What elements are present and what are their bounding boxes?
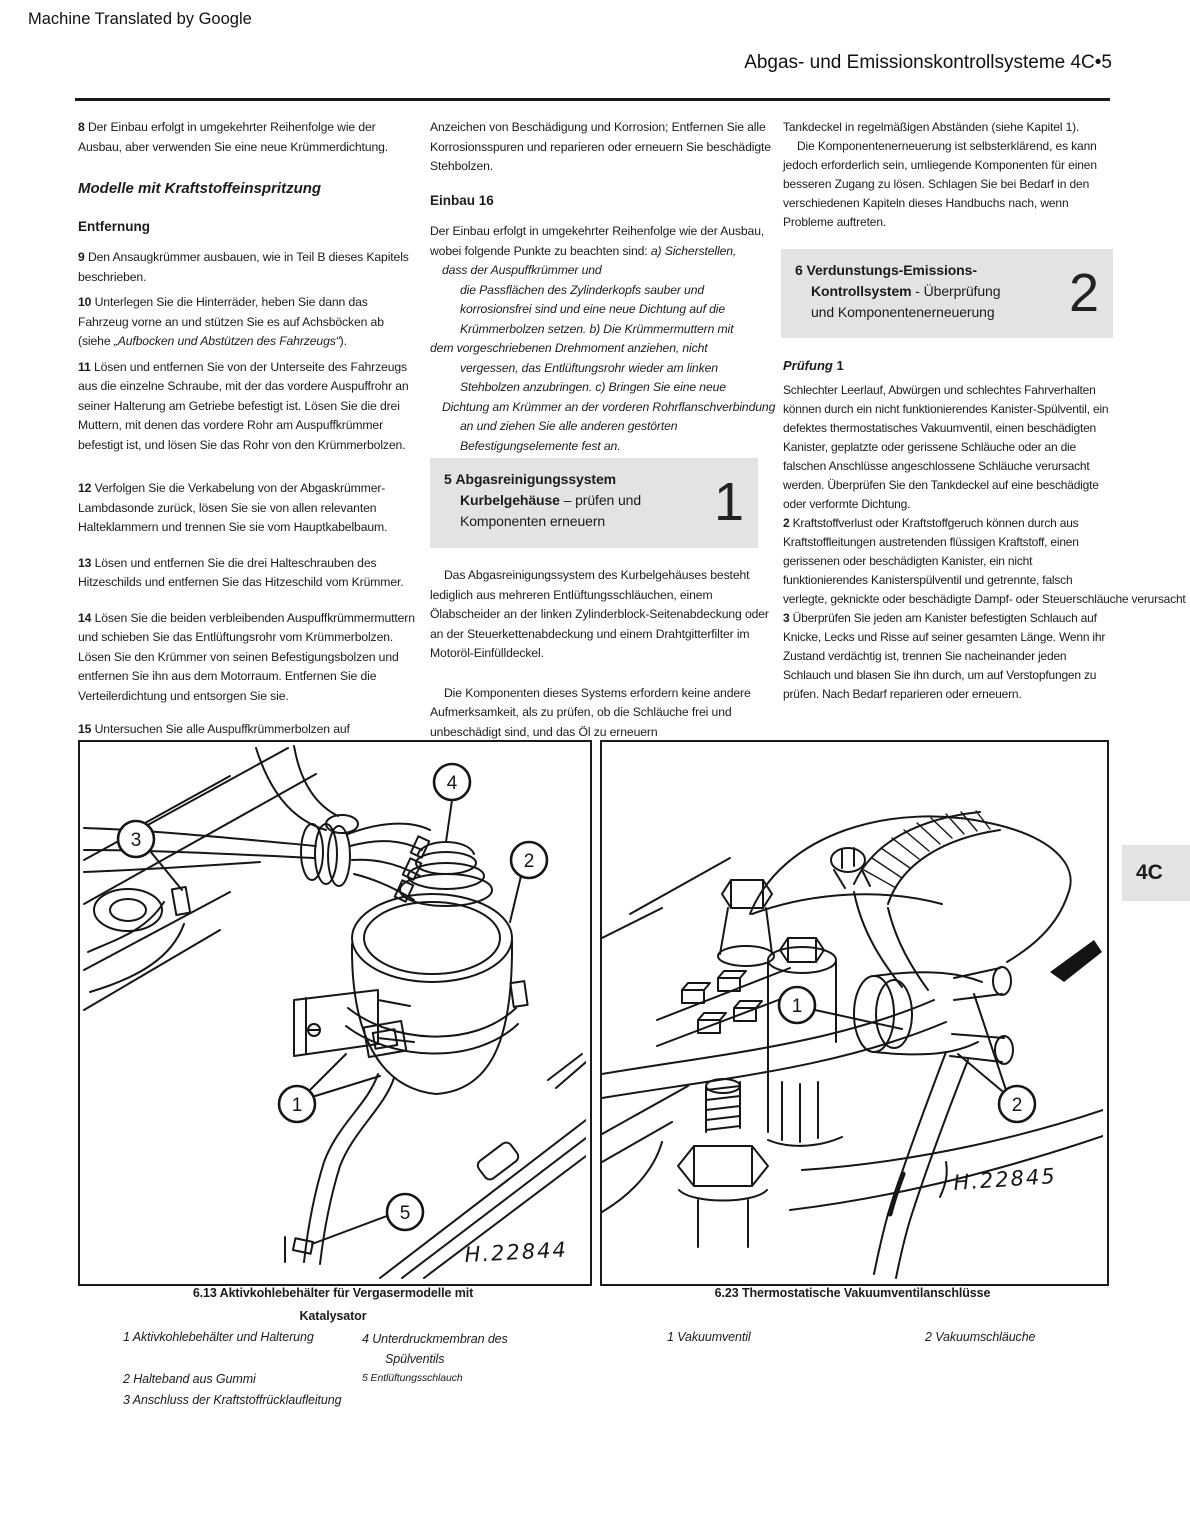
check-paragraph-1: Schlechter Leerlauf, Abwürgen und schlechtes Fahrverhalten können durch ein nicht funktionierendes Kanister-Spülventil, ein defektes thermostatisches Vakuumventil, einen beschädigten Kanister, geplatzte oder gerissene Schläuche oder an die falschen Anschlüsse angeschlossene Schläuche verursacht werden. Überprüfen Sie den Tankdeckel auf eine beschädigte oder verformte Dichtung. — [783, 383, 1109, 511]
header-rule — [75, 98, 1110, 101]
caption-line-1: 6.13 Aktivkohlebehälter für Vergasermodelle mit — [192, 1286, 474, 1300]
step-9: 9 Den Ansaugkrümmer ausbauen, wie in Teil B dieses Kapitels beschrieben. — [78, 250, 409, 284]
install-line: dem vorgeschriebenen Drehmoment anziehen, nicht — [430, 341, 708, 355]
step-10: 10 Unterlegen Sie die Hinterräder, heben Sie dann das Fahrzeug vorne an und stützen Sie es auf Achsböcken ab (siehe „Aufbocken und Abstützen des Fahrzeugs“). — [78, 295, 384, 348]
component-renewal-paragraph: Die Komponentenerneuerung ist selbsterklärend, es kann jedoch erforderlich sein, umliegende Komponenten für einen besseren Zugang zu lösen. Schlagen Sie bei Bedarf in den verschiedenen Kapiteln dieses Handbuchs nach, wenn Probleme auftreten. — [783, 139, 1097, 229]
column-1 — [78, 118, 416, 740]
section-6-header — [781, 249, 1113, 338]
difficulty-badge-1: 1 — [713, 471, 744, 532]
figure-6-23-caption — [600, 1286, 1105, 1300]
section-5-body — [430, 566, 772, 742]
column-2 — [430, 118, 776, 456]
check-paragraph-2: 2 Kraftstoffverlust oder Kraftstoffgeruch können durch aus Kraftstoffleitungen austretenden flüssigen Kraftstoff, einen gerissenen oder beschädigten Kanister, ein nicht funktionierendes Kanisterspülventil und getrennte, falsch — [783, 516, 1079, 587]
crankcase-paragraph-2: Die Komponenten dieses Systems erfordern keine andere Aufmerksamkeit, als zu prüfen, ob die Schläuche frei und unbeschädigt sind, und das Öl zu erneuern — [430, 685, 751, 739]
callout-3: 3 — [130, 830, 142, 851]
callout-1: 1 — [791, 996, 803, 1017]
heading-removal: Entfernung — [78, 218, 150, 234]
difficulty-badge-2: 2 — [1068, 262, 1099, 323]
legend-item-1: 1 Vakuumventil — [667, 1330, 751, 1344]
vacuum-valve-illustration — [602, 742, 1103, 1280]
step-12: 12 Verfolgen Sie die Verkabelung von der Abgaskrümmer-Lambdasonde zurück, lösen Sie sie von allen relevanten Halteklammern und trennen Sie sie vom Hauptkabelbaum. — [78, 481, 388, 534]
caption-line: 6.23 Thermostatische Vakuumventilanschlüsse — [714, 1286, 991, 1300]
install-line: Befestigungselemente fest an. — [460, 438, 621, 453]
legend-item-4b: Spülventils — [385, 1352, 445, 1366]
legend-item-2: 2 Halteband aus Gummi — [123, 1372, 256, 1386]
step-8: 8 Der Einbau erfolgt in umgekehrter Reihenfolge wie der Ausbau, aber verwenden Sie eine neue Krümmerdichtung. — [78, 120, 389, 154]
install-line: vergessen, das Entlüftungsrohr wieder am linken — [460, 360, 718, 375]
legend-item-3: 3 Anschluss der Kraftstoffrücklaufleitung — [123, 1393, 342, 1407]
tank-cap-continued: Tankdeckel in regelmäßigen Abständen (siehe Kapitel 1). — [783, 120, 1080, 134]
section-6-title: 6 Verdunstungs-Emissions- Kontrollsystem - Überprüfung und Komponentenerneuerung — [795, 262, 1001, 320]
install-line: korrosionsfrei sind und eine neue Dichtung auf die — [460, 302, 726, 316]
legend-item-4: 4 Unterdruckmembran des — [362, 1332, 508, 1346]
crankcase-paragraph-1: Das Abgasreinigungssystem des Kurbelgehäuses besteht lediglich aus mehreren Entlüftungsschläuchen, einem Ölabscheider an der linken Zylinderblock-Seitenabdeckung oder an der Steuerkettenabdeckung und einem Drahtgitterfilter im Motoröl-Einfülldeckel. — [430, 568, 769, 660]
install-line: Krümmerbolzen setzen. b) Die Krümmermuttern mit — [460, 321, 734, 336]
figure-code: H.22845 — [952, 1163, 1058, 1195]
callout-4: 4 — [446, 773, 458, 794]
callout-5: 5 — [399, 1203, 411, 1224]
install-line: an und ziehen Sie alle anderen gestörten — [460, 419, 678, 433]
step-14: 14 Lösen Sie die beiden verbleibenden Auspuffkrümmermuttern und schieben Sie das Entlüftungsrohr vom Krümmerbolzen. Lösen Sie den Krümmer von seinen Befestigungsbolzen und entfernen Sie ihn aus dem Motorraum. Entfernen Sie die Verteilerdichtung und entsorgen Sie sie. — [78, 610, 415, 703]
canister-illustration — [80, 742, 586, 1280]
installation-notes — [430, 222, 776, 456]
section-5-title: 5 Abgasreinigungssystem Kurbelgehäuse – prüfen und Komponenten erneuern — [444, 471, 642, 529]
step-11: 11 Lösen und entfernen Sie von der Unterseite des Fahrzeugs aus die einzelne Schraube, mit der das vordere Auspuffrohr an seiner Halterung am Getriebe befestigt ist. Lösen Sie die drei Muttern, mit denen das vordere Rohr am Auspuffkrümmer befestigt ist, und lösen Sie das Rohr von den Krümmerbolzen. — [78, 359, 409, 452]
install-line: die Passflächen des Zylinderkopfs sauber und — [460, 282, 705, 297]
legend-item-2: 2 Vakuumschläuche — [925, 1330, 1036, 1344]
check-paragraph-2-overflow: verlegte, geknickte oder beschädigte Dampf- oder Steuerschläuche verursacht — [783, 592, 1186, 606]
page-title: Abgas- und Emissionskontrollsysteme 4C•5 — [744, 52, 1112, 73]
step-15: 15 Untersuchen Sie alle Auspuffkrümmerbolzen auf — [78, 722, 350, 736]
translation-watermark: Machine Translated by Google — [28, 10, 252, 28]
caption-line-2: Katalysator — [299, 1309, 367, 1323]
chapter-tab — [1122, 845, 1190, 901]
install-line: Der Einbau erfolgt in umgekehrter Reihenfolge wie der Ausbau, — [430, 224, 765, 238]
install-line: dass der Auspuffkrümmer und — [442, 263, 602, 277]
check-paragraph-3: 3 Überprüfen Sie jeden am Kanister befestigten Schlauch auf Knicke, Lecks und Risse auf seiner gesamten Länge. Wenn ihr Zustand verdächtig ist, trennen Sie nacheinander jeden Schlauch und blasen Sie ihn durch, um auf Verstopfungen zu prüfen. Nach Bedarf reparieren oder erneuern. — [783, 611, 1106, 701]
heading-fuel-injection-models: Modelle mit Kraftstoffeinspritzung — [78, 180, 322, 197]
chapter-tab-label: 4C — [1136, 861, 1163, 884]
callout-2: 2 — [523, 851, 535, 872]
callout-2: 2 — [1011, 1095, 1023, 1116]
legend-item-1: 1 Aktivkohlebehälter und Halterung — [123, 1330, 314, 1344]
install-line: Stehbolzen anzubringen. c) Bringen Sie eine neue — [460, 380, 726, 394]
figure-6-13-caption — [78, 1286, 588, 1323]
section-5-header — [430, 458, 758, 548]
heading-installation: Einbau 16 — [430, 192, 494, 208]
callout-1: 1 — [291, 1095, 303, 1116]
column-3 — [783, 118, 1113, 232]
heading-check-1: Prüfung 1 — [783, 358, 844, 373]
section-6-body — [783, 356, 1186, 704]
install-line: wobei folgende Punkte zu beachten sind: a) Sicherstellen, — [430, 243, 737, 258]
install-line: Dichtung am Krümmer an der vorderen Rohrflanschverbindung — [442, 399, 776, 414]
step-13: 13 Lösen und entfernen Sie die drei Halteschrauben des Hitzeschilds und entfernen Sie das Hitzeschild vom Krümmer. — [78, 555, 404, 589]
fig1-callouts — [118, 764, 568, 1267]
figure-6-23-vacuum-valve — [600, 740, 1109, 1286]
figure-code: H.22844 — [464, 1237, 569, 1267]
figure-6-13-charcoal-canister — [78, 740, 592, 1286]
step-15-continued: Anzeichen von Beschädigung und Korrosion; Entfernen Sie alle Korrosionsspuren und reparieren oder erneuern Sie beschädigte Stehbolzen. — [430, 120, 771, 173]
legend-item-5: 5 Entlüftungsschlauch — [362, 1372, 463, 1384]
